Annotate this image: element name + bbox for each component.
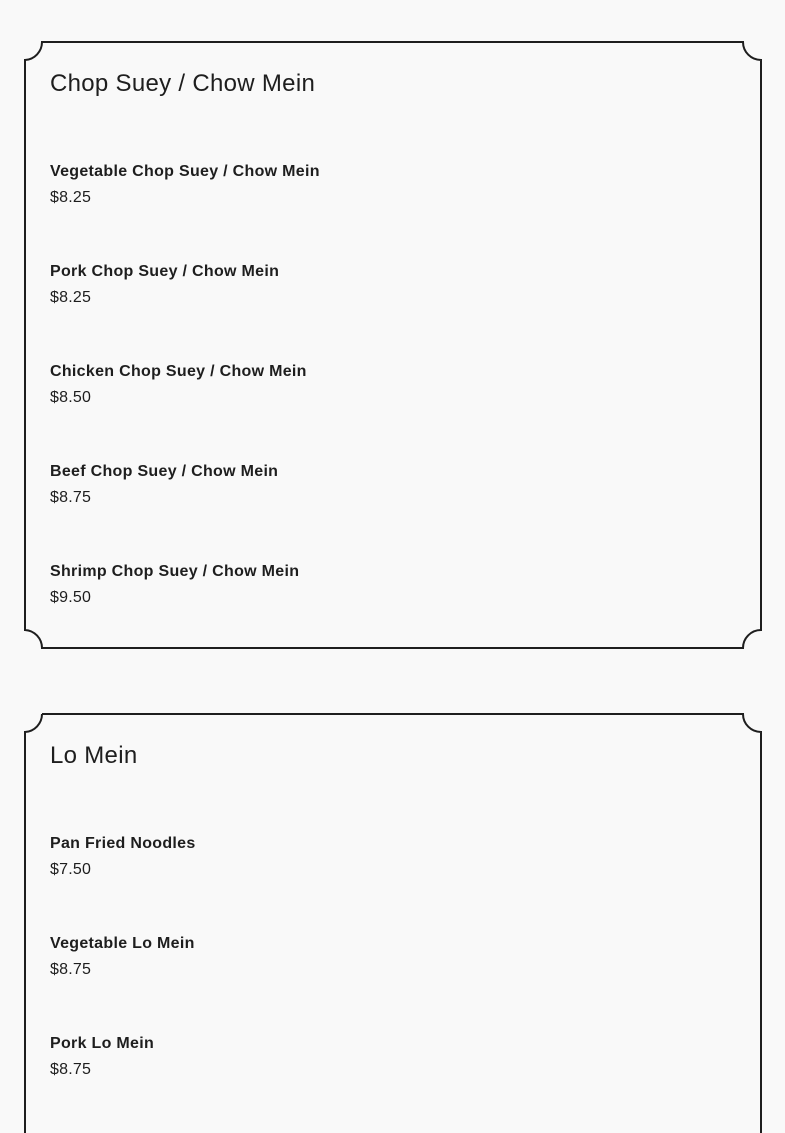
item-price: $7.50 [50,861,92,878]
item-name: Shrimp Chop Suey / Chow Mein [50,563,300,580]
menu-item [50,262,730,308]
section-title: Lo Mein [50,742,138,769]
item-name: Pork Chop Suey / Chow Mein [50,263,280,280]
menu-item [50,362,730,408]
menu-item [50,934,730,980]
menu-item [50,562,730,608]
item-price: $8.75 [50,489,92,506]
item-name: Pan Fried Noodles [50,835,196,852]
item-name: Vegetable Lo Mein [50,935,195,952]
item-name: Chicken Chop Suey / Chow Mein [50,363,307,380]
item-price: $8.25 [50,189,92,206]
item-name: Beef Chop Suey / Chow Mein [50,463,279,480]
item-price: $8.75 [50,961,92,978]
menu-item [50,834,730,880]
item-price: $8.25 [50,289,92,306]
menu-section-lo-mein [24,713,761,1133]
menu-section-chop-suey [24,41,761,649]
section-title: Chop Suey / Chow Mein [50,70,316,97]
menu-item [50,1034,730,1080]
item-name: Vegetable Chop Suey / Chow Mein [50,163,320,180]
menu-item [50,462,730,508]
item-price: $8.50 [50,389,92,406]
section-frame [24,41,761,649]
item-name: Pork Lo Mein [50,1035,155,1052]
item-price: $9.50 [50,589,92,606]
menu-item [50,162,730,208]
item-price: $8.75 [50,1061,92,1078]
